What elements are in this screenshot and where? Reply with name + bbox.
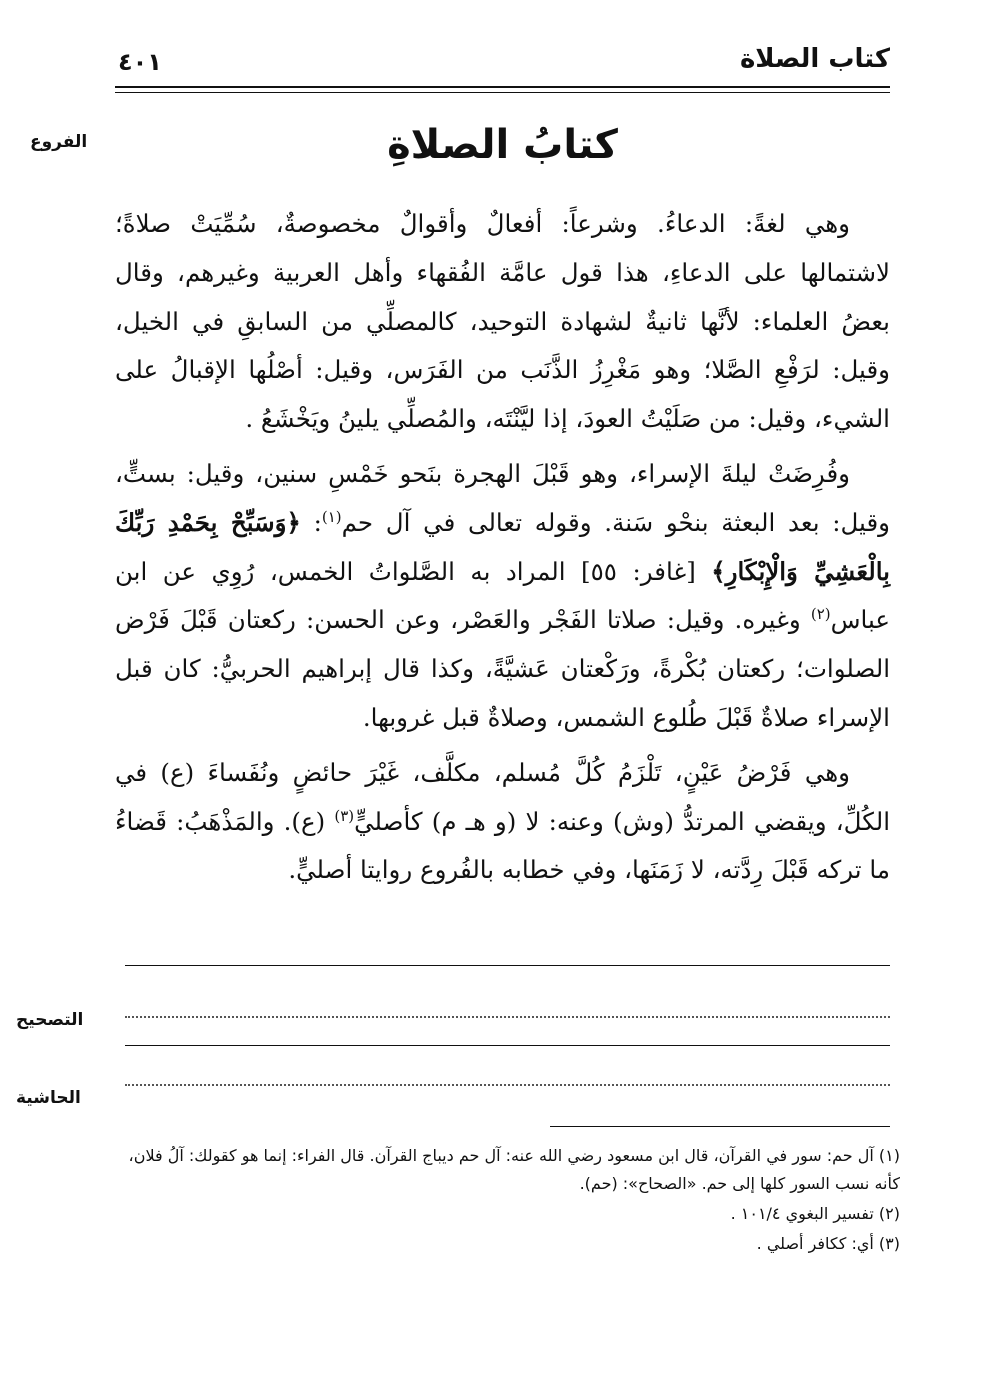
quran-verse: ﴿وَسَبِّحْ بِحَمْدِ رَبِّكَ بِالْعَشِيِّ وَالْإِبْكَارِ﴾: [115, 507, 890, 586]
footnote-2: (٢) تفسير البغوي ١٠١/٤ .: [730, 1204, 900, 1223]
side-label-hashiya: الحاشية: [16, 1088, 81, 1108]
text-segment: وهي فَرْضُ عَيْنٍ، تَلْزَمُ كُلَّ مُسلم، مكلَّف، غَيْرَ حائضٍ ونُفَساءَ (ع) في الكُلِّ، ويقضي المرتدُّ (وش) وعنه: لا (و هـ م) كأصليٍّ: [115, 757, 890, 836]
side-label-furu: الفروع: [30, 132, 88, 152]
hashiya-dotted-line: [125, 1084, 890, 1086]
running-title: كتاب الصلاة: [739, 44, 890, 74]
paragraph-obligation-history: [115, 450, 890, 743]
page-number: ٤٠١: [118, 48, 162, 76]
side-label-tashih: التصحيح: [16, 1010, 84, 1030]
text-segment: (ع). والمَذْهَبُ: قَضاءُ ما تركه قَبْلَ رِدَّته، لا زَمَنَها، وفي خطابه بالفُروع روايتا أصليٍّ.: [115, 806, 890, 885]
text-segment: وفُرِضَتْ ليلةَ الإسراء، وهو قَبْلَ الهجرة بنَحو خَمْسِ سنين، وقيل: بستٍّ، وقيل: بعد البعثة بنحْو سَنة. وقوله تعالى في آل حم: [115, 458, 890, 537]
footnote-ref-1[interactable]: (١): [321, 507, 342, 526]
paragraph-ruling: [115, 749, 890, 895]
footnote-separator: [550, 1126, 890, 1127]
main-text: [115, 200, 890, 901]
tashih-dotted-line: [125, 1016, 890, 1018]
footnotes: [125, 1142, 900, 1260]
footnote-ref-2[interactable]: (٢): [810, 605, 831, 624]
header-rule: [115, 86, 890, 88]
text-segment: [غافر: ٥٥] المراد به الصَّلواتُ الخمس، رُوِي عن ابن عباس: [115, 556, 890, 635]
section-rule: [125, 965, 890, 966]
chapter-title: كتابُ الصلاةِ: [387, 122, 618, 168]
footnote-ref-3[interactable]: (٣): [334, 806, 355, 825]
text-segment: وغيره. وقيل: صلاتا الفَجْر والعَصْر، وعن الحسن: ركعتان قَبْلَ فَرْض الصلوات؛ ركعتان بُكْرةً، ورَكْعتان عَشيَّةً، وكذا قال إبراهيم الحربيُّ: كان قبل الإسراء صلاةٌ قَبْلَ طُلوع الشمس، وصلاةٌ قبل غروبها.: [115, 605, 890, 732]
footnote-3: (٣) أي: ككافر أصلي .: [756, 1234, 900, 1253]
text-segment: :: [300, 507, 322, 537]
header-rule-thin: [115, 92, 890, 93]
footnote-1: (١) آل حم: سور في القرآن، قال ابن مسعود رضي الله عنه: آل حم ديباج القرآن. قال الفراء: إنما هو كقولك: آلُ فلان، كأنه نسب السور كلها إلى حم. «الصحاح»: (حم).: [128, 1146, 900, 1193]
section-rule: [125, 1045, 890, 1046]
paragraph-definition: وهي لغةً: الدعاءُ. وشرعاً: أفعالٌ وأقوالٌ مخصوصةٌ، سُمِّيَتْ صلاةً؛ لاشتمالها على الدعاءِ، هذا قول عامَّة الفُقهاء وأهل العربية وغيرهم، وقال بعضُ العلماء: لأنَّها ثانيةٌ لشهادة التوحيد، كالمصلِّي من السابقِ في الخيل، وقيل: لرَفْعِ الصَّلا؛ وهو مَغْرِزُ الذَّنَب من الفَرَس، وقيل: أصْلُها الإقبالُ على الشيء، وقيل: من صَلَيْتُ العودَ، إذا ليَّنْتَه، والمُصلِّي يلينُ ويَخْشَعُ .: [115, 209, 890, 434]
